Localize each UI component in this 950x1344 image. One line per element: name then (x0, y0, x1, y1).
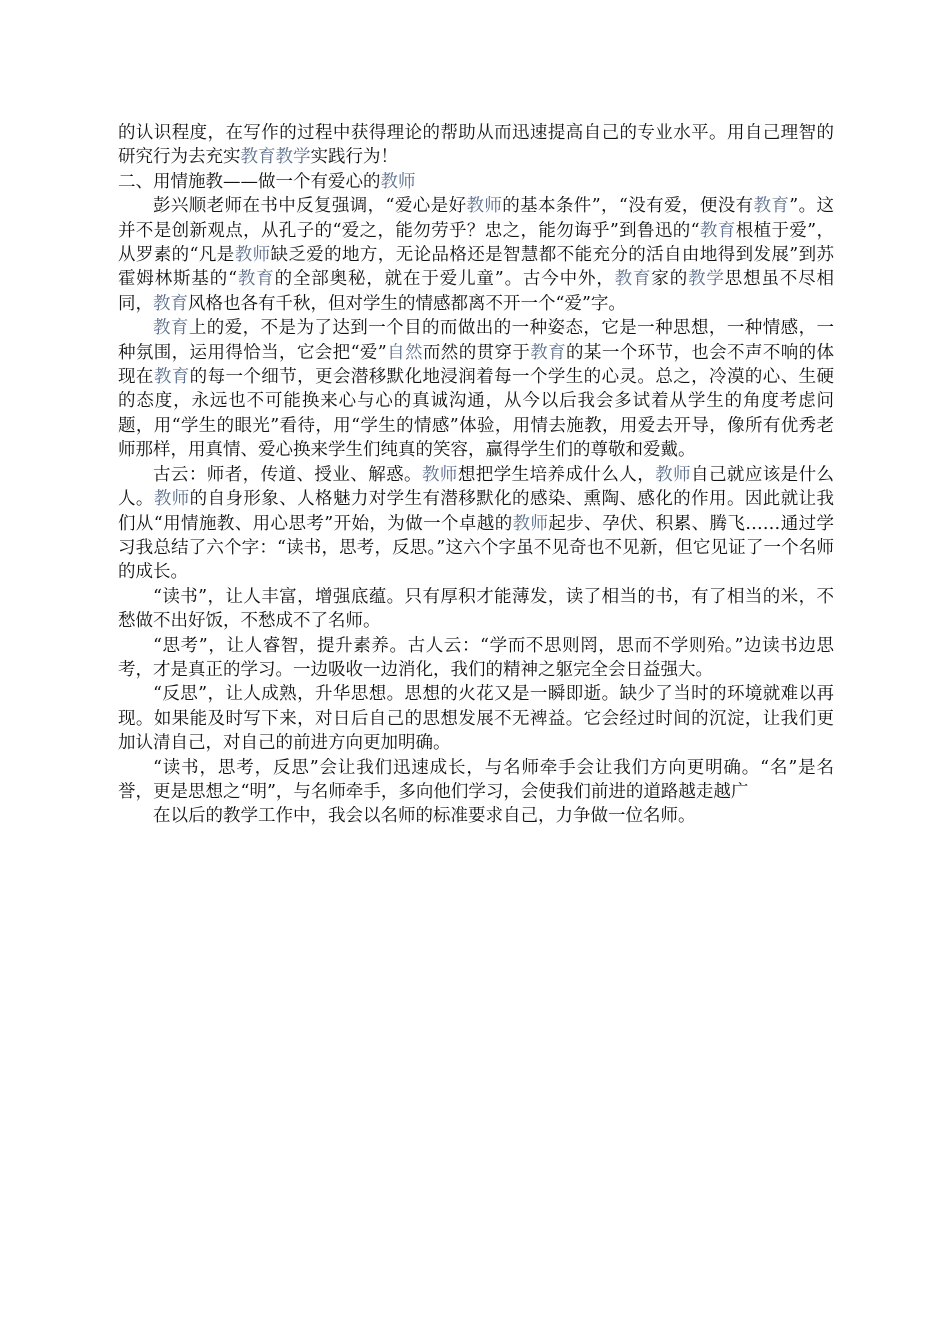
text-run: 古云：师者，传道、授业、解惑。 (153, 464, 422, 485)
text-run: “思考”，让人睿智，提升素养。古人云：“学而不思则罔，思而不学则殆。”边读书边思考，才是真正的学习。一边吸收一边消化，我们的精神之躯完全会日益强大。 (118, 635, 834, 680)
paragraph-p-thinking (118, 634, 834, 683)
keyword-link-text: 教育 (153, 293, 188, 314)
text-run: 思想虽不尽相同， (118, 269, 835, 314)
keyword-link-text: 教育 (753, 196, 790, 217)
keyword-link-text: 教师 (466, 196, 503, 217)
text-run: 彭兴顺老师在书中反复强调，“爱心是好 (153, 196, 467, 217)
keyword-link-text: 教师 (422, 464, 458, 485)
paragraph-p-love-quotes (118, 194, 834, 316)
text-run: 实践行为！ (310, 147, 398, 168)
text-run: 根植于爱”，从罗素的“凡是 (118, 220, 835, 266)
text-run: 的全部奥秘，就在于爱儿童”。古今中外， (274, 269, 615, 290)
keyword-link-text: 教育教学 (240, 147, 311, 168)
keyword-link-text: 自然 (386, 342, 423, 363)
keyword-link-text: 教育 (614, 269, 652, 290)
text-run: 缺乏爱的地方，无论品格还是智慧都不能充分的活自由地得到发展”到苏霍姆林斯基的“ (118, 245, 834, 290)
keyword-link-text: 教师 (380, 171, 416, 192)
text-run: “读书”，让人丰富，增强底蕴。只有厚积才能薄发，读了相当的书，有了相当的米，不愁做不出好饭，不愁成不了名师。 (118, 586, 834, 632)
text-run: “读书，思考，反思”会让我们迅速成长，与名师牵手会让我们方向更明确。“名”是名誉，更是思想之“明”，与名师牵手，多向他们学习，会使我们前进的道路越走越广 (118, 757, 834, 802)
keyword-link-text: 教育 (237, 269, 275, 290)
keyword-link-text: 教育 (153, 318, 189, 339)
keyword-link-text: 教师 (234, 245, 271, 266)
keyword-link-text: 教育 (153, 367, 190, 388)
keyword-link-text: 教学 (688, 269, 725, 290)
text-run: 二、用情施教——做一个有爱心的 (118, 171, 381, 192)
text-run: 上的爱，不是为了达到一个目的而做出的一种姿态，它是一种思想，一种情感，一种氛围，运用得恰当，它会把“爱” (118, 318, 835, 363)
text-run: 而然的贯穿于 (422, 342, 531, 363)
text-run: 的某一个环节，也会不声不响的体现在 (118, 342, 835, 388)
text-run: 在以后的教学工作中，我会以名师的标准要求自己，力争做一位名师。 (153, 806, 696, 827)
paragraph-p-reading (118, 585, 834, 634)
document-page (118, 121, 834, 829)
keyword-link-text: 教师 (655, 464, 692, 485)
text-run: 家的 (651, 269, 689, 290)
text-run: 自己就应该是什么人。 (118, 464, 835, 510)
text-run: ”。这并不是创新观点，从孔子的“爱之，能勿劳乎？忠之，能勿诲乎”到鲁迅的“ (118, 196, 834, 241)
text-run: 想把学生培养成什么人， (457, 464, 656, 485)
text-run: 的自身形象、人格魅力对学生有潜移默化的感染、熏陶、感化的作用。因此就让我们从“用情施教、用心思考”开始，为做一个卓越的 (118, 489, 835, 534)
paragraph-p-intro (118, 121, 834, 170)
keyword-link-text: 教育 (530, 342, 567, 363)
text-run: 风格也各有千秋，但对学生的情感都离不开一个“爱”字。 (188, 293, 626, 314)
paragraph-p-closing (118, 804, 834, 828)
keyword-link-text: 教师 (512, 513, 549, 534)
paragraph-p-reflection (118, 682, 834, 755)
paragraph-p-summary (118, 756, 834, 805)
text-run: 起步、孕伏、积累、腾飞……通过学习我总结了六个字：“读书，思考，反思。”这六个字虽不见奇也不见新，但它见证了一个名师的成长。 (118, 513, 835, 583)
keyword-link-text: 教师 (153, 489, 190, 510)
text-run: 的每一个细节，更会潜移默化地浸润着每一个学生的心灵。总之，冷漠的心、生硬的态度，永远也不可能换来心与心的真诚沟通，从今以后我会多试着从学生的角度考虑问题，用“学生的眼光”看待，用“学生的情感”体验，用情去施教，用爱去开导，像所有优秀老师那样，用真情、爱心换来学生们纯真的笑容，赢得学生们的尊敬和爱戴。 (118, 367, 835, 461)
text-run: 的基本条件”，“没有爱，便没有 (502, 196, 754, 217)
keyword-link-text: 教育 (699, 220, 736, 241)
section-heading (118, 170, 834, 194)
paragraph-p-love-education (118, 316, 834, 462)
text-run: 的认识程度，在写作的过程中获得理论的帮助从而迅速提高自己的专业水平。用自己理智的研究行为去充实 (118, 123, 834, 168)
text-run: “反思”，让人成熟，升华思想。思想的火花又是一瞬即逝。缺少了当时的环境就难以再现。如果能及时写下来，对日后自己的思想发展不无裨益。它会经过时间的沉淀，让我们更加认清自己，对自己的前进方向更加明确。 (118, 684, 834, 754)
paragraph-p-teacher (118, 463, 834, 585)
